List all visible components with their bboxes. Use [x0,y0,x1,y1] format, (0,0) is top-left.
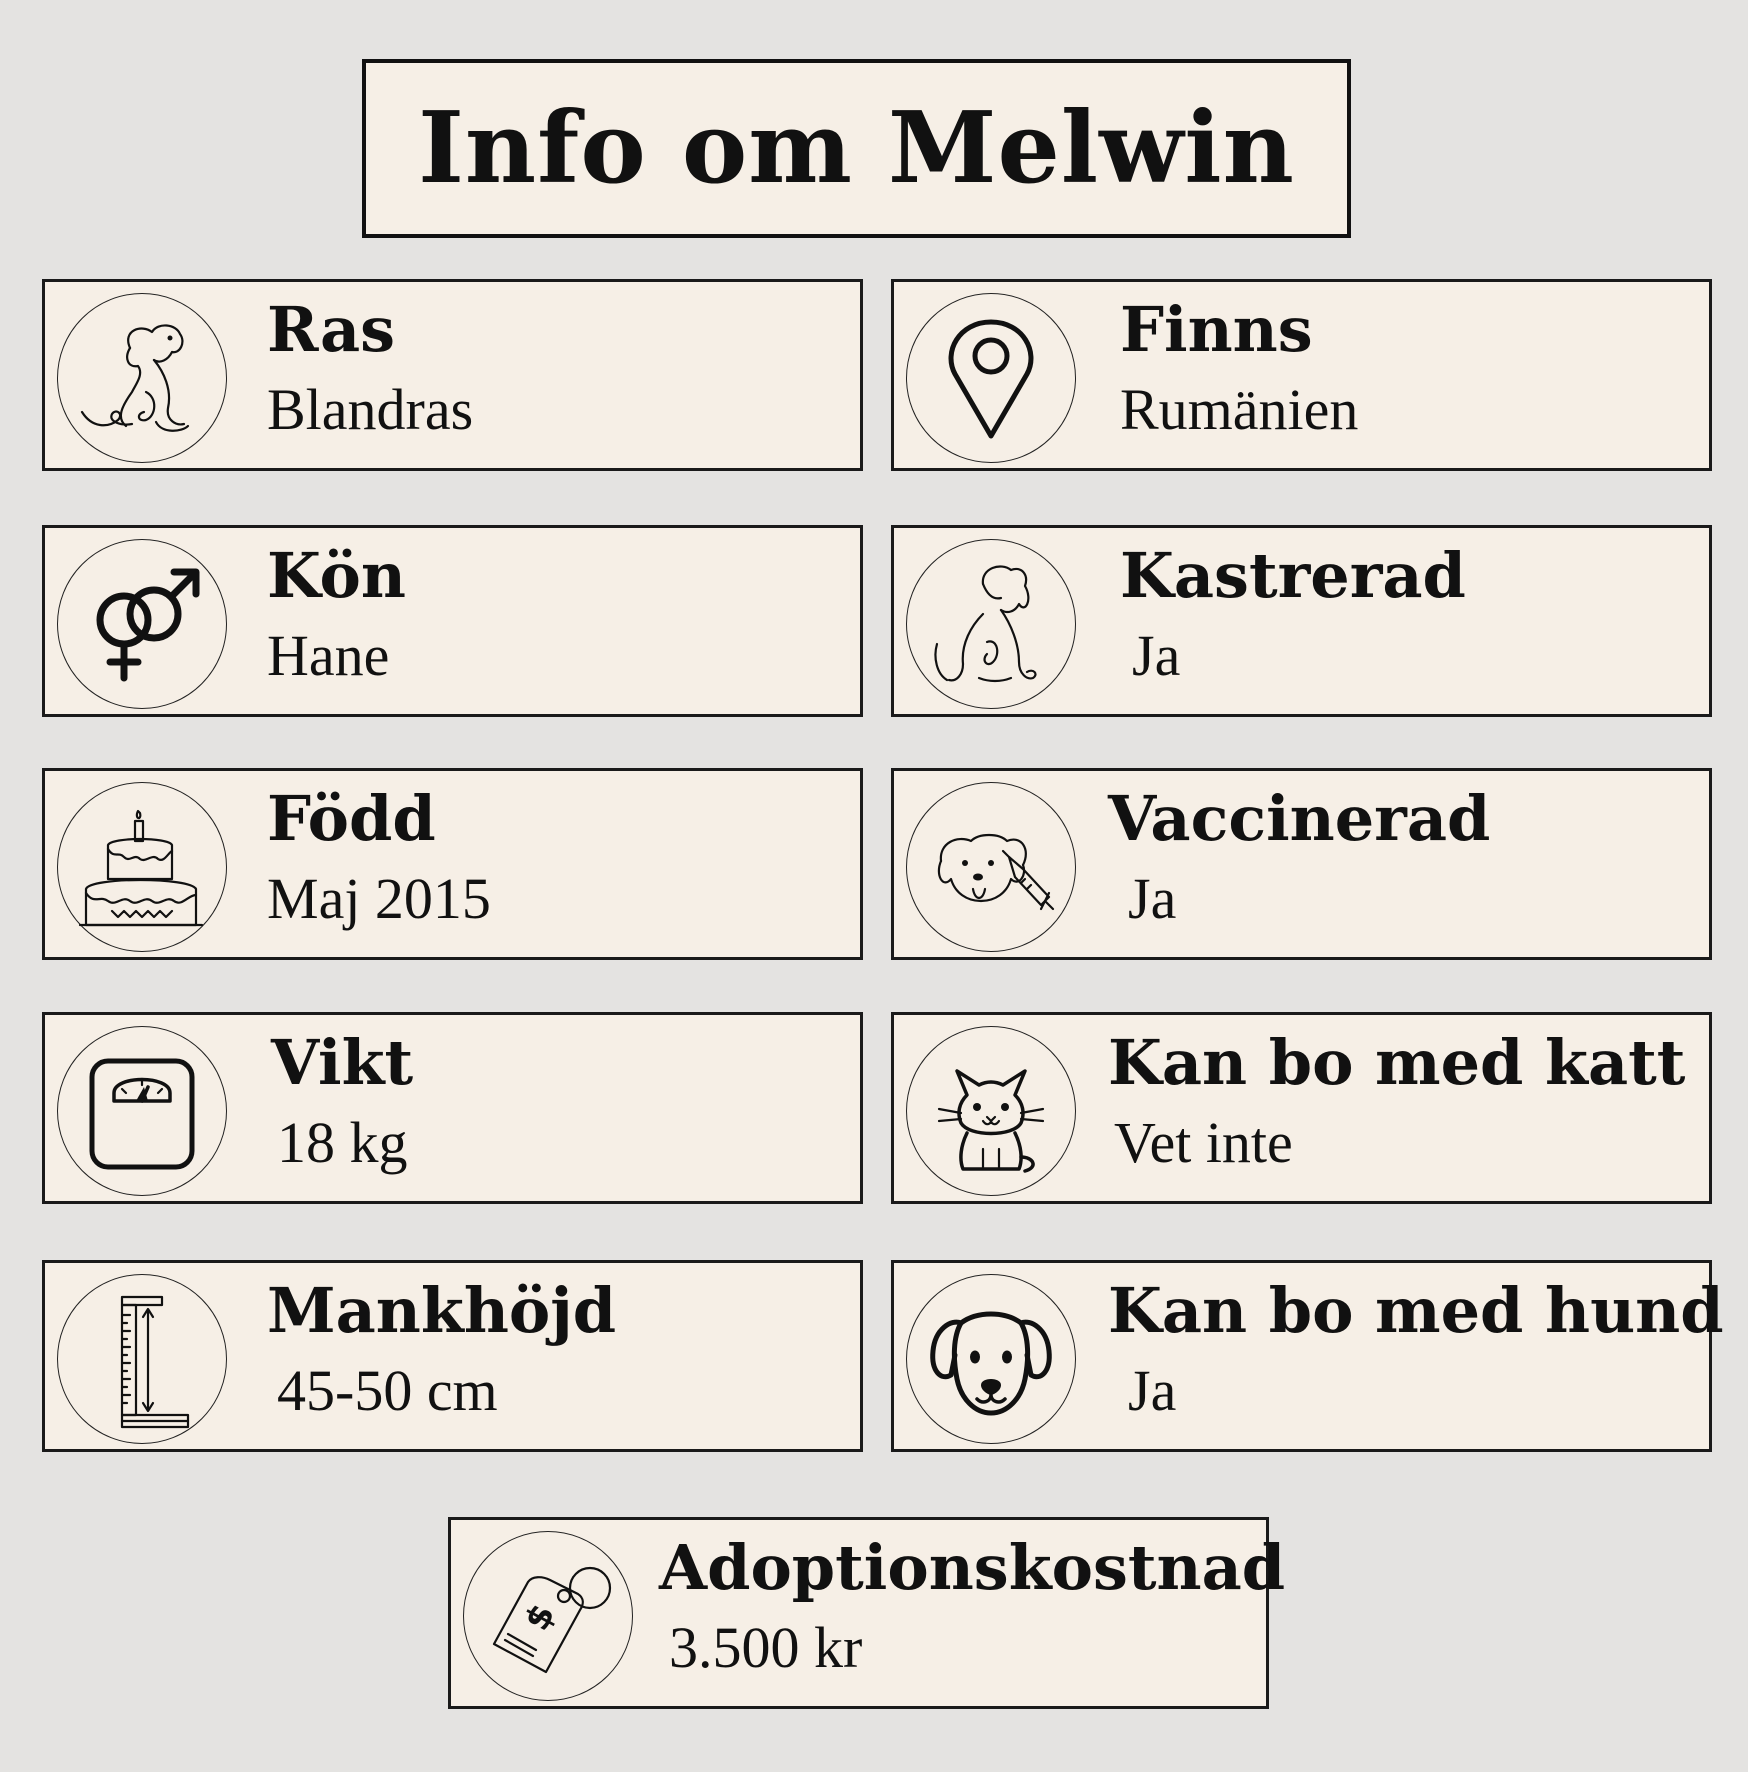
dog-syringe-icon [906,782,1076,952]
scale-icon [57,1026,227,1196]
page-title: Info om Melwin [418,91,1295,206]
cat-icon [906,1026,1076,1196]
card-label: Vaccinerad [1108,782,1491,855]
card-label: Ras [267,293,396,366]
card-value: 45-50 cm [277,1358,498,1423]
price-tag-icon [463,1531,633,1701]
card-value: Ja [1132,623,1181,688]
card-label: Kan bo med hund [1108,1274,1724,1347]
card-label: Vikt [271,1026,414,1099]
card-value: 18 kg [277,1110,408,1175]
info-card-adoption-cost [448,1517,1286,1709]
dog-face-icon [906,1274,1076,1444]
info-card-height [42,1260,863,1452]
info-card-neutered [891,525,1712,717]
info-card-born [42,768,863,960]
card-value: Ja [1128,866,1177,931]
info-card-weight [42,1012,863,1204]
svg-text:$: $ [516,1597,564,1638]
card-label: Finns [1120,293,1313,366]
info-card-vaccinated [891,768,1712,960]
card-value: Hane [267,623,390,688]
info-card-cat-friendly [891,1012,1712,1204]
card-value: Vet inte [1114,1110,1293,1175]
card-label: Kastrerad [1120,539,1466,612]
card-label: Adoptionskostnad [659,1531,1286,1604]
card-value: Blandras [267,377,474,442]
card-label: Mankhöjd [267,1274,617,1347]
height-ruler-icon [57,1274,227,1444]
card-value: 3.500 kr [669,1615,863,1680]
card-label: Född [267,782,436,855]
info-card-dog-friendly [891,1260,1724,1452]
card-value: Rumänien [1120,377,1359,442]
card-label: Kan bo med katt [1108,1026,1686,1099]
location-pin-icon [906,293,1076,463]
dog-line-icon [57,293,227,463]
card-value: Maj 2015 [267,866,491,931]
gender-symbols-icon [57,539,227,709]
sitting-dog-icon [906,539,1076,709]
info-card-gender [42,525,863,717]
info-card-location [891,279,1712,471]
info-card-breed [42,279,863,471]
card-label: Kön [267,539,406,612]
birthday-cake-icon [57,782,227,952]
title-box [362,59,1351,238]
card-value: Ja [1128,1358,1177,1423]
